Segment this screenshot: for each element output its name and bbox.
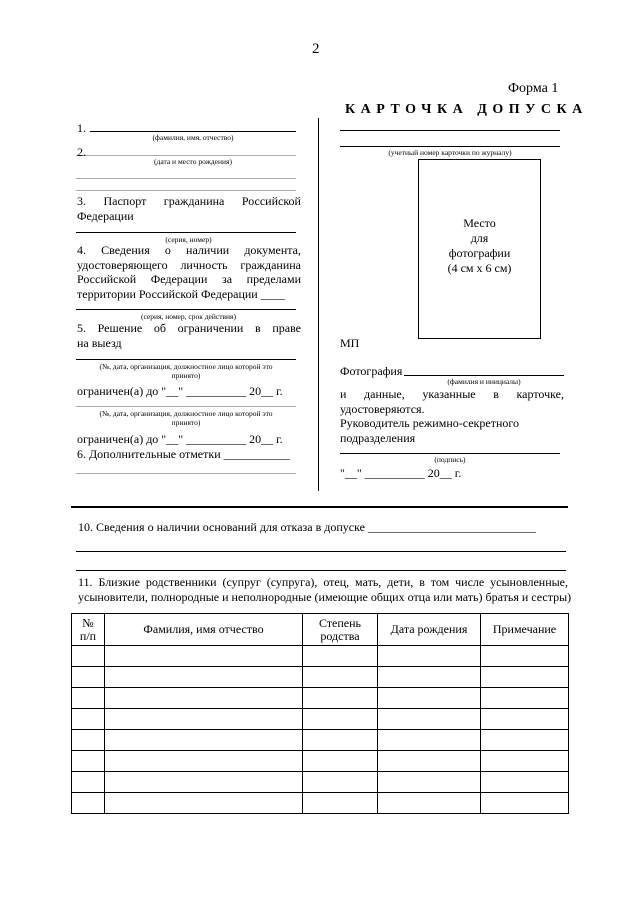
table-cell[interactable] [303, 709, 378, 730]
table-cell[interactable] [105, 709, 303, 730]
table-cell[interactable] [481, 646, 569, 667]
field-5-line [76, 359, 296, 360]
field-2-line-3 [76, 190, 296, 191]
table-cell[interactable] [481, 730, 569, 751]
field-10: 10. Сведения о наличии оснований для отказа в допуске ____________________________ [78, 520, 536, 534]
table-row [72, 688, 569, 709]
col-header-number-line: № [82, 615, 94, 630]
photo-hint: (фамилия и инициалы) [447, 377, 521, 386]
field-4-text [77, 243, 301, 301]
field-4-line: удостоверяющего личность гражданина [77, 257, 301, 272]
table-cell[interactable] [303, 730, 378, 751]
field-1-line [90, 131, 296, 132]
col-header-name: Фамилия, имя отчество [105, 614, 303, 646]
col-header-degree-line: Степень [318, 615, 362, 630]
table-cell[interactable] [105, 688, 303, 709]
col-header-degree-line: родства [320, 628, 360, 643]
table-cell[interactable] [378, 688, 481, 709]
field-3-line-2: Федерации [77, 209, 134, 223]
photo-placeholder [418, 159, 541, 339]
field-3-line-1 [77, 194, 301, 209]
photo-name-line [404, 375, 564, 376]
field-2-line-2 [76, 178, 296, 179]
photo-place-line: Место [463, 216, 496, 230]
field-5-hint-2: (№, дата, организация, должностное лицо которой это принято) [99, 409, 273, 427]
table-cell[interactable] [105, 751, 303, 772]
field-11-line: 11. Близкие родственники (супруг (супруга), отец, мать, дети, в том числе усыновленные, [78, 575, 568, 589]
photo-place-line: (4 см х 6 см) [447, 261, 512, 275]
card-title: КАРТОЧКА ДОПУСКА [345, 102, 588, 117]
table-cell[interactable] [72, 709, 105, 730]
page-number: 2 [312, 41, 320, 57]
field-1-number: 1. [77, 121, 86, 135]
table-row [72, 646, 569, 667]
table-row [72, 709, 569, 730]
table-cell[interactable] [481, 751, 569, 772]
field-11-line: усыновители, полнородные и неполнородные (имеющие общих отца или мать) братья и сестры) [78, 590, 572, 604]
confirm-line: и данные, указанные в карточке, [340, 387, 564, 401]
field-3-word: 3. [77, 194, 86, 208]
signature-hint: (подпись) [434, 455, 466, 464]
card-number-line-2 [340, 146, 560, 147]
col-header-degree [303, 614, 378, 646]
col-header-number [72, 614, 105, 646]
field-1-hint: (фамилия, имя, отчество) [152, 133, 234, 142]
table-cell[interactable] [378, 730, 481, 751]
col-header-number-line: п/п [79, 628, 97, 643]
restricted-until-2: ограничен(а) до "__" __________ 20__ г. [77, 432, 283, 446]
field-4-hint: (серия, номер, срок действия) [140, 312, 237, 321]
table-cell[interactable] [105, 772, 303, 793]
field-11-text [78, 575, 572, 605]
table-cell[interactable] [105, 793, 303, 814]
field-2-hint: (дата и место рождения) [154, 157, 232, 166]
table-cell[interactable] [481, 709, 569, 730]
table-cell[interactable] [378, 772, 481, 793]
date-line: "__" __________ 20__ г. [340, 466, 462, 480]
col-header-birth-date: Дата рождения [378, 614, 481, 646]
table-cell[interactable] [105, 667, 303, 688]
field-5-line: на выезд [77, 336, 122, 350]
table-cell[interactable] [303, 751, 378, 772]
table-cell[interactable] [72, 793, 105, 814]
table-cell[interactable] [303, 772, 378, 793]
table-cell[interactable] [303, 667, 378, 688]
field-5-line: 5. Решение об ограничении в праве [77, 321, 301, 335]
field-3-line [76, 232, 296, 233]
relatives-table [71, 613, 569, 814]
confirm-text [340, 387, 564, 445]
field-6: 6. Дополнительные отметки ___________ [77, 447, 290, 461]
table-cell[interactable] [72, 688, 105, 709]
table-cell[interactable] [481, 793, 569, 814]
form-label: Форма 1 [508, 81, 559, 96]
photo-place-line: для [470, 231, 489, 245]
table-cell[interactable] [303, 688, 378, 709]
table-cell[interactable] [72, 730, 105, 751]
section-separator [71, 506, 568, 508]
field-6-line [76, 473, 296, 474]
field-3-word: Российской [241, 194, 301, 208]
table-cell[interactable] [378, 793, 481, 814]
restricted-until-1: ограничен(а) до "__" __________ 20__ г. [77, 384, 283, 398]
table-cell[interactable] [303, 646, 378, 667]
table-cell[interactable] [72, 772, 105, 793]
table-cell[interactable] [303, 793, 378, 814]
table-row [72, 667, 569, 688]
field-3-word: гражданина [163, 194, 225, 208]
field-2-number: 2. [77, 145, 86, 159]
table-cell[interactable] [72, 667, 105, 688]
card-number-line-1 [340, 130, 560, 131]
field-3-word: Паспорт [103, 194, 147, 208]
table-row [72, 730, 569, 751]
confirm-line: удостоверяются. [340, 401, 425, 416]
table-row [72, 751, 569, 772]
table-cell[interactable] [378, 709, 481, 730]
table-row [72, 772, 569, 793]
head-line: подразделения [340, 430, 416, 445]
table-header-row [72, 614, 569, 646]
table-cell[interactable] [378, 646, 481, 667]
table-cell[interactable] [481, 688, 569, 709]
table-cell[interactable] [105, 646, 303, 667]
stamp-label: МП [340, 336, 360, 350]
table-cell[interactable] [72, 751, 105, 772]
field-10-line [76, 551, 566, 552]
table-row [72, 793, 569, 814]
field-1-line-2 [76, 155, 296, 156]
field-10-line-2 [76, 570, 566, 571]
signature-line [340, 453, 560, 454]
table-cell[interactable] [378, 751, 481, 772]
field-4-line [76, 309, 296, 310]
field-4-line: Российской Федерации за пределами [77, 272, 301, 286]
photo-place-line: фотографии [448, 246, 511, 260]
table-cell[interactable] [105, 730, 303, 751]
field-5-text [77, 321, 301, 351]
card-number-hint: (учетный номер карточки по журналу) [388, 148, 512, 157]
field-3-hint: (серия, номер) [165, 235, 212, 244]
table-cell[interactable] [481, 667, 569, 688]
field-5-line-2 [76, 406, 296, 407]
field-5-hint: (№, дата, организация, должностное лицо которой это принято) [99, 362, 273, 380]
table-cell[interactable] [72, 646, 105, 667]
col-header-note: Примечание [481, 614, 569, 646]
field-4-line: 4. Сведения о наличии документа, [77, 243, 301, 257]
table-cell[interactable] [481, 772, 569, 793]
table-cell[interactable] [378, 667, 481, 688]
column-divider [318, 118, 319, 491]
photo-label: Фотография [340, 364, 403, 378]
field-4-line: территории Российской Федерации ____ [77, 286, 285, 301]
head-line: Руководитель режимно-секретного [340, 416, 519, 430]
